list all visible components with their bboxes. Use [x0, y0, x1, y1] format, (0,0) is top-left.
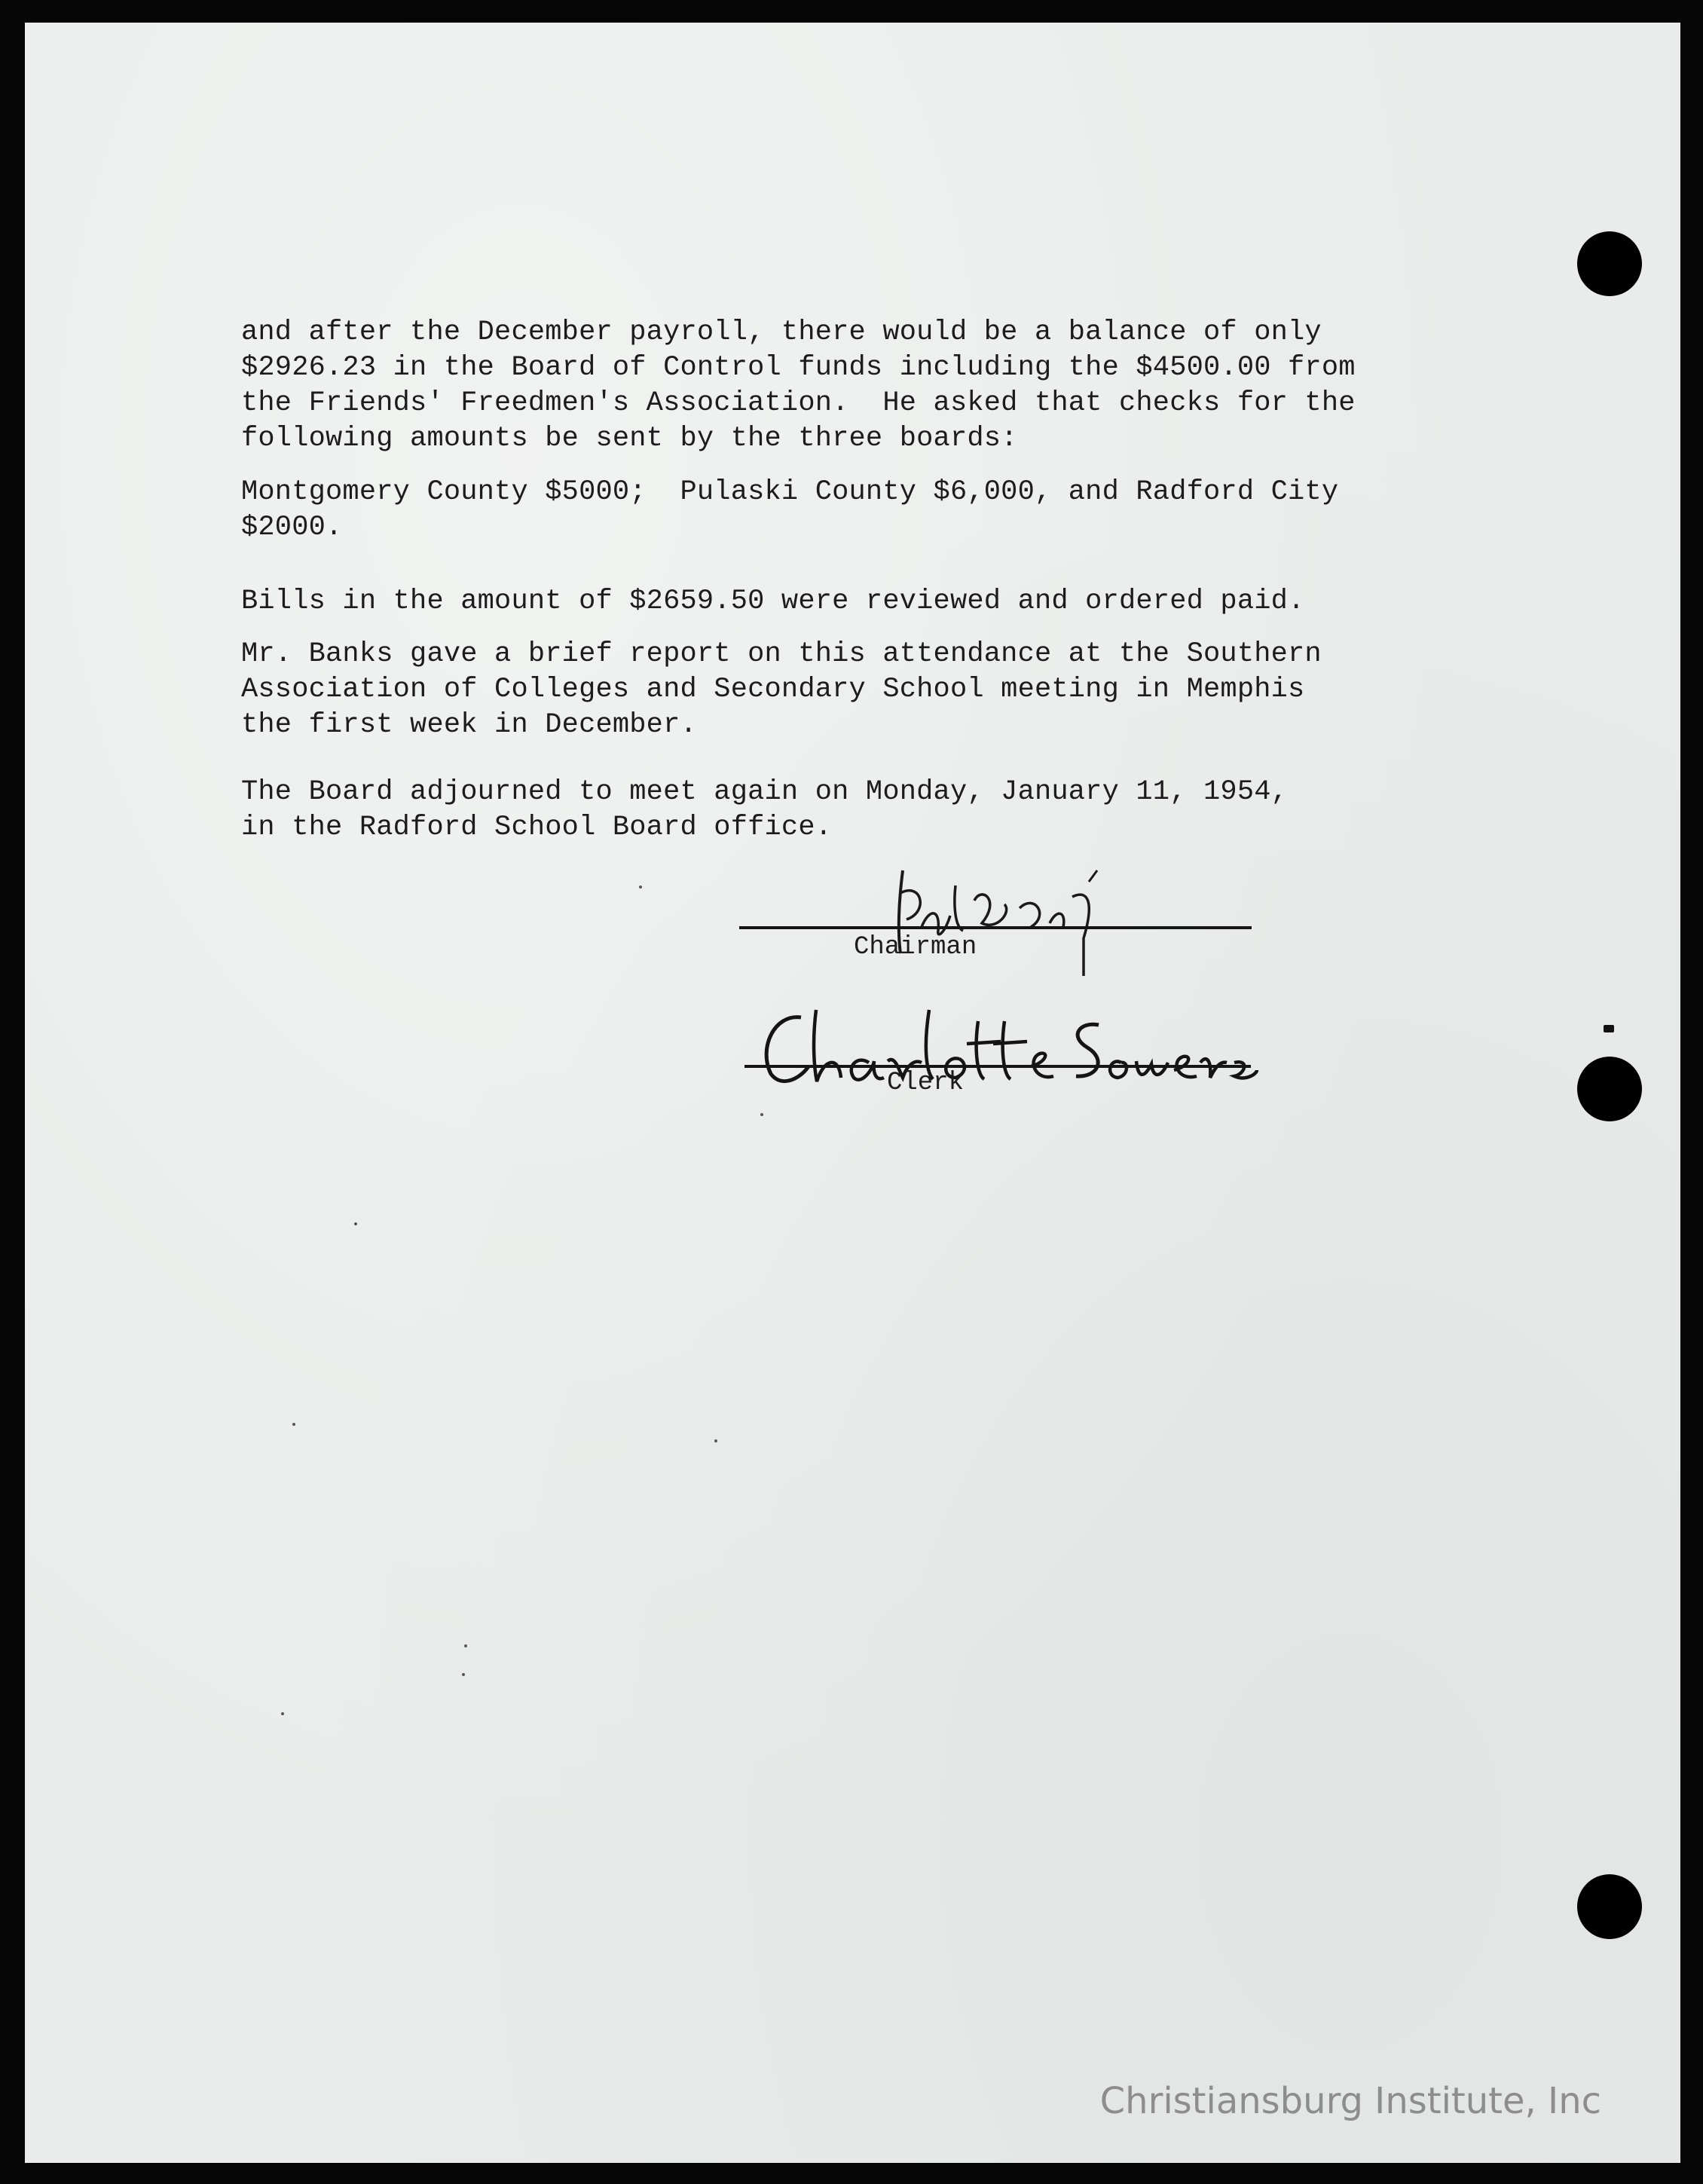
chairman-signature-mark — [869, 855, 1155, 991]
paragraph-adjournment: The Board adjourned to meet again on Monday, January 11, 1954, in the Radford School Board office. — [241, 776, 1289, 843]
paper-speck — [462, 1673, 465, 1676]
punch-hole-top — [1577, 231, 1642, 296]
paragraph-board-amounts: Montgomery County $5000; Pulaski County $6,000, and Radford City $2000. — [241, 476, 1339, 543]
punch-hole-middle — [1577, 1057, 1642, 1121]
paragraph-bills-paid: Bills in the amount of $2659.50 were reviewed and ordered paid. — [241, 586, 1305, 617]
clerk-label: Clerk — [887, 1069, 965, 1097]
paper-speck — [1604, 1025, 1614, 1032]
paper-speck — [760, 1113, 763, 1116]
clerk-signature-mark — [744, 1002, 1264, 1100]
punch-hole-bottom — [1577, 1874, 1642, 1939]
paper-speck — [714, 1439, 717, 1442]
paper-speck — [354, 1222, 357, 1225]
chairman-label: Chairman — [854, 933, 977, 962]
chairman-signature-line — [739, 926, 1252, 929]
paragraph-balance-report: and after the December payroll, there would be a balance of only $2926.23 in the Board of Control funds including the $4500.00 from the Friends' Freedmen's Association. He asked that checks for the following amounts be sent by the three boards: — [241, 317, 1356, 454]
clerk-signature-line — [744, 1065, 1251, 1068]
paper-speck — [464, 1644, 467, 1647]
paper-speck — [292, 1423, 295, 1426]
paper-speck — [639, 886, 642, 889]
document-page — [25, 23, 1680, 2163]
paper-speck — [281, 1712, 284, 1715]
paragraph-banks-report: Mr. Banks gave a brief report on this attendance at the Southern Association of Colleges and Secondary School meeting in Memphis the first week in December. — [241, 638, 1322, 741]
watermark: Christiansburg Institute, Inc — [1099, 2080, 1601, 2122]
